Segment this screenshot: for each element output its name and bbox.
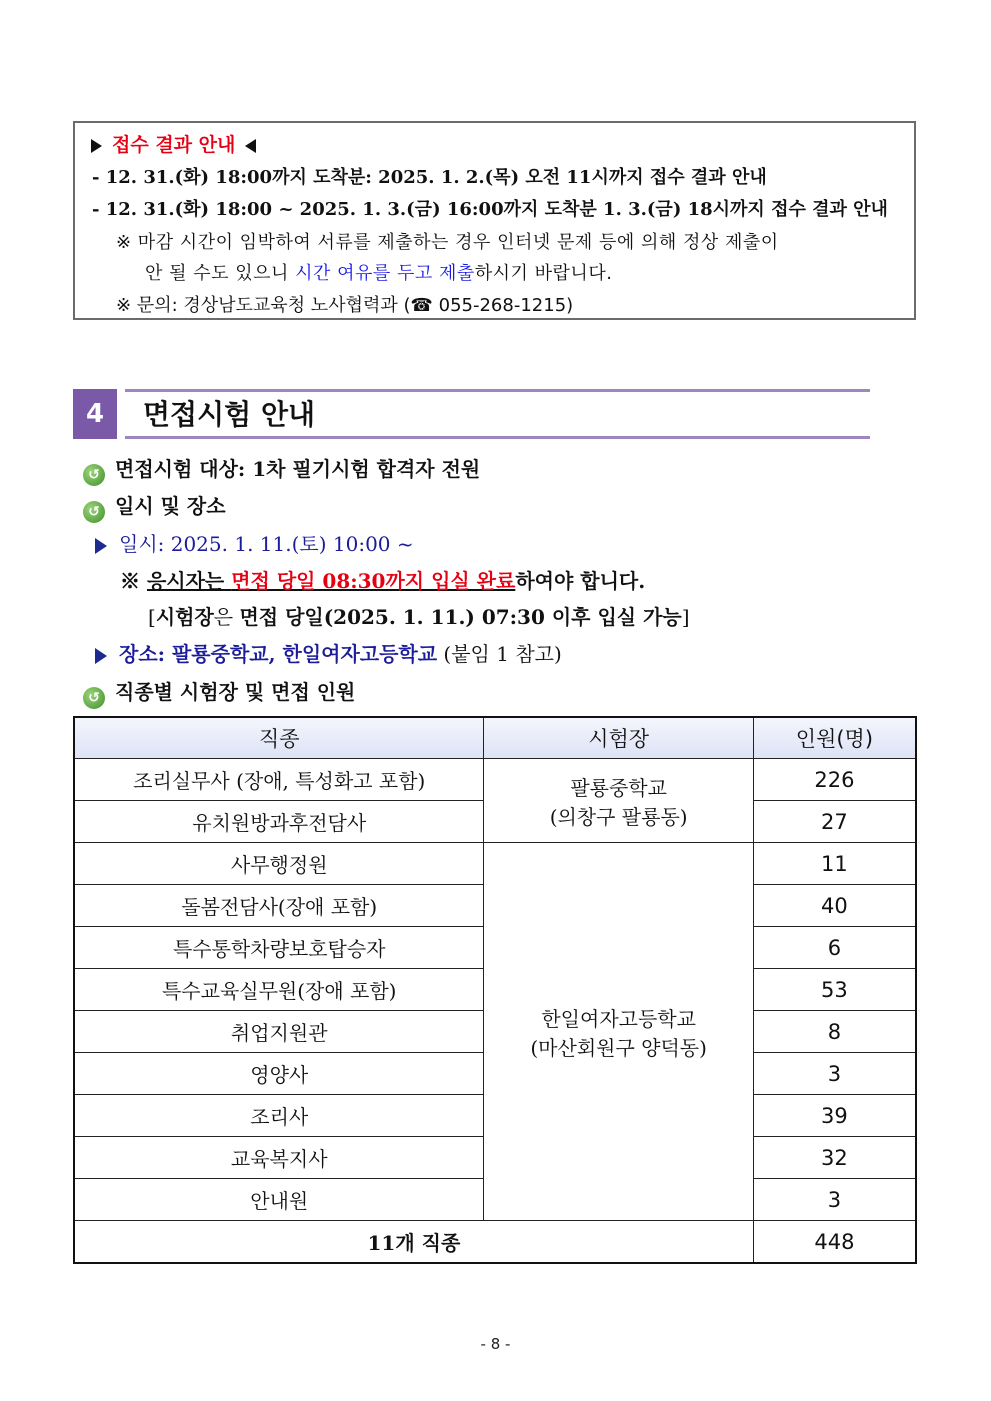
table-total-row: [74, 1221, 916, 1264]
job-cell: 특수교육실무원(장애 포함): [74, 969, 484, 1011]
blue-triangle-icon: [95, 538, 107, 554]
total-count: 448: [753, 1221, 916, 1264]
bullet-datetime-place-text: 일시 및 장소: [115, 494, 226, 518]
arrival-note: [120, 565, 645, 594]
note-mark: ※: [120, 569, 147, 593]
venue-cell: [484, 759, 753, 843]
entry-bold2: 면접 당일(2025. 1. 11.) 07:30 이후 입실 가능: [239, 605, 682, 629]
entry-open: [: [148, 605, 156, 629]
right-triangle-icon: [91, 139, 102, 153]
note-pre: 응시자는: [146, 569, 232, 593]
place-note: (붙임 1 참고): [437, 642, 562, 666]
count-cell: 27: [753, 801, 916, 843]
count-cell: 39: [753, 1095, 916, 1137]
warning-highlight: 시간 여유를 두고 제출: [295, 263, 475, 284]
section-bottom-rule: [125, 436, 870, 439]
count-cell: 6: [753, 927, 916, 969]
left-triangle-icon: [245, 139, 256, 153]
warning-text-end: 하시기 바랍니다.: [474, 263, 613, 284]
note-red: 면접 당일 08:30까지 입실 완료: [231, 569, 516, 593]
notice-warning-2: [145, 259, 612, 285]
section-top-rule: [125, 389, 870, 392]
bullet-table-heading: [83, 676, 355, 709]
job-cell: 취업지원관: [74, 1011, 484, 1053]
job-cell: 특수통학차량보호탑승자: [74, 927, 484, 969]
count-cell: 226: [753, 759, 916, 801]
page-number: - 8 -: [480, 1335, 511, 1353]
total-label: 11개 직종: [74, 1221, 753, 1264]
bullet-datetime-place: [83, 490, 226, 523]
count-cell: 3: [753, 1179, 916, 1221]
section-title: 면접시험 안내: [143, 398, 316, 431]
table-heading-text: 직종별 시험장 및 면접 인원: [115, 680, 356, 704]
table-row: [74, 759, 916, 801]
entry-close: ]: [681, 605, 690, 629]
entry-bold1: 시험장: [155, 605, 214, 629]
venue-name: 팔룡중학교: [570, 775, 667, 800]
notice-warning-1: ※ 마감 시간이 임박하여 서류를 제출하는 경우 인터넷 문제 등에 의해 정상 제출이: [116, 232, 779, 253]
count-cell: 11: [753, 843, 916, 885]
count-cell: 40: [753, 885, 916, 927]
interview-table: [73, 716, 917, 1264]
date-text: 일시: 2025. 1. 11.(토) 10:00 ~: [119, 532, 414, 556]
entry-note: [148, 601, 690, 630]
place-text: 장소: 팔룡중학교, 한일여자고등학교: [119, 642, 438, 666]
place-line: [95, 638, 562, 667]
venue-location: (마산회원구 양덕동): [530, 1035, 707, 1060]
count-cell: 8: [753, 1011, 916, 1053]
table-row: [74, 843, 916, 885]
count-cell: 3: [753, 1053, 916, 1095]
green-bullet-icon: ↺: [83, 687, 105, 709]
section-number-badge: 4: [73, 389, 117, 439]
job-cell: 조리실무사 (장애, 특성화고 포함): [74, 759, 484, 801]
header-venue: 시험장: [484, 717, 753, 759]
bullet-target-text: 면접시험 대상: 1차 필기시험 합격자 전원: [115, 457, 481, 481]
notice-line-2: - 12. 31.(화) 18:00 ~ 2025. 1. 3.(금) 16:00까지 도착분 1. 3.(금) 18시까지 접수 결과 안내: [92, 199, 888, 220]
job-cell: 조리사: [74, 1095, 484, 1137]
entry-mid: 은: [213, 605, 240, 629]
notice-heading: 접수 결과 안내: [112, 134, 236, 156]
job-cell: 돌봄전담사(장애 포함): [74, 885, 484, 927]
header-count: 인원(명): [753, 717, 916, 759]
venue-location: (의창구 팔룡동): [549, 804, 688, 829]
bullet-target: [83, 453, 480, 486]
job-cell: 교육복지사: [74, 1137, 484, 1179]
venue-name: 한일여자고등학교: [541, 1006, 696, 1031]
date-line: [95, 528, 414, 557]
job-cell: 유치원방과후전담사: [74, 801, 484, 843]
job-cell: 안내원: [74, 1179, 484, 1221]
notice-line-1: - 12. 31.(화) 18:00까지 도착분: 2025. 1. 2.(목) 오전 11시까지 접수 결과 안내: [92, 167, 767, 188]
notice-contact: ※ 문의: 경상남도교육청 노사협력과 (☎ 055-268-1215): [116, 295, 574, 316]
note-underlined: [147, 569, 515, 593]
warning-text: 안 될 수도 있으니: [145, 263, 296, 284]
venue-cell: [484, 843, 753, 1221]
green-bullet-icon: ↺: [83, 501, 105, 523]
job-cell: 영양사: [74, 1053, 484, 1095]
blue-triangle-icon: [95, 648, 107, 664]
count-cell: 53: [753, 969, 916, 1011]
count-cell: 32: [753, 1137, 916, 1179]
note-post: 하여야 합니다.: [515, 569, 646, 593]
notice-heading-line: [91, 130, 256, 157]
green-bullet-icon: ↺: [83, 464, 105, 486]
job-cell: 사무행정원: [74, 843, 484, 885]
header-job: 직종: [74, 717, 484, 759]
table-header-row: [74, 717, 916, 759]
